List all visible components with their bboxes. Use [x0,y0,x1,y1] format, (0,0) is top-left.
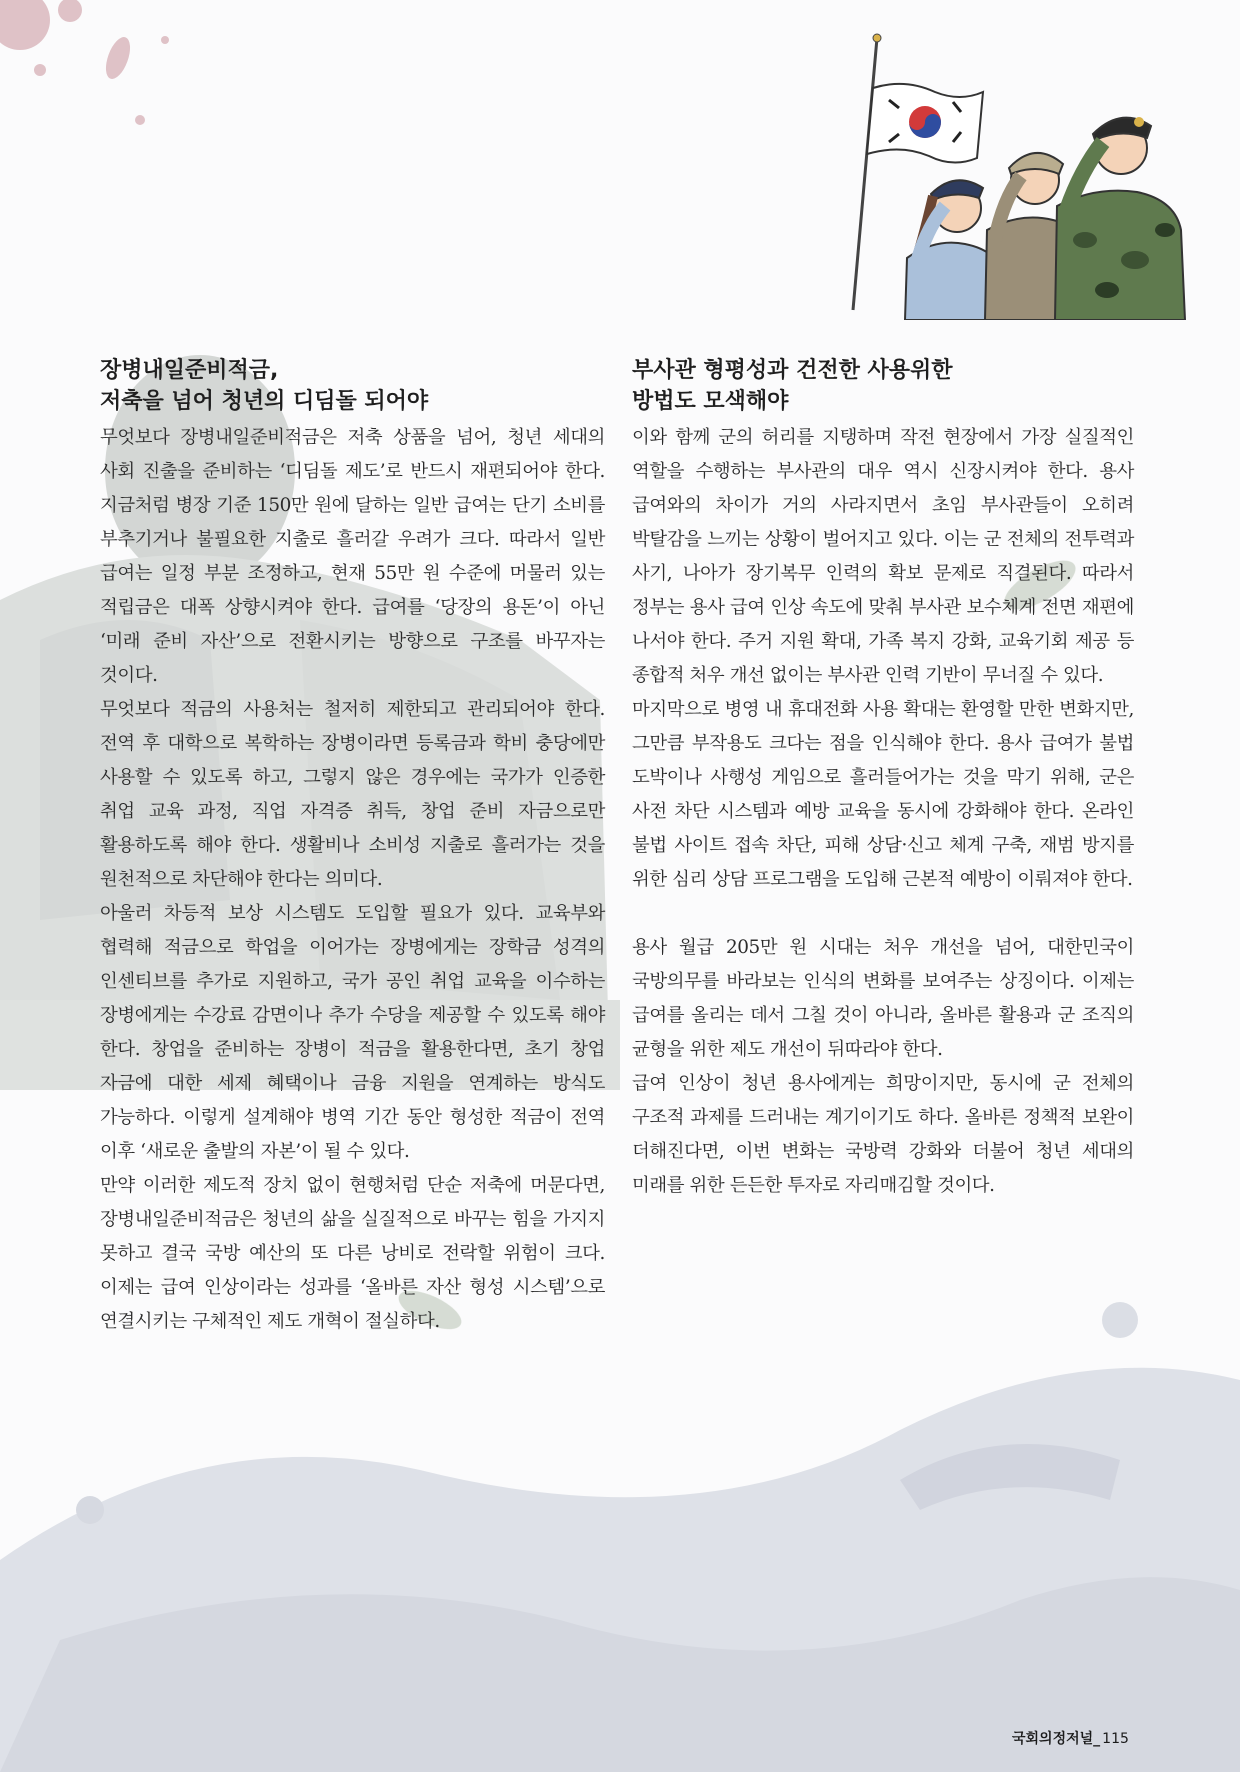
page-footer [1012,1728,1129,1748]
paragraph: 무엇보다 장병내일준비적금은 저축 상품을 넘어, 청년 세대의 사회 진출을 준비하는 ‘디딤돌 제도’로 반드시 재편되어야 한다. 지금처럼 병장 기준 150만 원에 달하는 일반 급여는 단기 소비를 부추기거나 불필요한 지출로 흘러갈 우려가 크다. 따라서 일반 급여는 일정 부분 조정하고, 현재 55만 원 수준에 머물러 있는 적립금은 대폭 상향시켜야 한다. 급여를 ‘당장의 용돈’이 아닌 ‘미래 준비 자산’으로 전환시키는 방향으로 구조를 바꾸자는 것이다. [100,427,605,686]
paragraph: 무엇보다 적금의 사용처는 철저히 제한되고 관리되어야 한다. 전역 후 대학으로 복학하는 장병이라면 등록금과 학비 충당에만 사용할 수 있도록 하고, 그렇지 않은 경우에는 국가가 인증한 취업 교육 과정, 직업 자격증 취득, 창업 준비 자금으로만 활용하도록 해야 한다. 생활비나 소비성 지출로 흘러가는 것을 원천적으로 차단해야 한다는 의미다. [100,699,605,890]
page-number: 115 [1102,1731,1129,1747]
section-heading-nco [632,355,1134,417]
left-column [100,355,605,1339]
heading-line-1: 부사관 형평성과 건전한 사용위한 [632,358,953,383]
heading-line-2: 저축을 넘어 청년의 디딤돌 되어야 [100,389,429,414]
paragraph: 용사 월급 205만 원 시대는 처우 개선을 넘어, 대한민국이 국방의무를 바라보는 인식의 변화를 보여주는 상징이다. 이제는 급여를 올리는 데서 그칠 것이 아니라, 올바른 활용과 군 조직의 균형을 위한 제도 개선이 뒤따라야 한다. [632,937,1134,1060]
paragraph: 아울러 차등적 보상 시스템도 도입할 필요가 있다. 교육부와 협력해 적금으로 학업을 이어가는 장병에게는 장학금 성격의 인센티브를 추가로 지원하고, 국가 공인 취업 교육을 이수하는 장병에게는 수강료 감면이나 추가 수당을 제공할 수 있도록 해야 한다. 창업을 준비하는 장병이 적금을 활용한다면, 초기 창업 자금에 대한 세제 혜택이나 금융 지원을 연계하는 방식도 가능하다. 이렇게 설계해야 병역 기간 동안 형성한 적금이 전역 이후 ‘새로운 출발의 자본’이 될 수 있다. [100,903,605,1162]
section-heading-savings [100,355,605,417]
paragraph: 마지막으로 병영 내 휴대전화 사용 확대는 환영할 만한 변화지만, 그만큼 부작용도 크다는 점을 인식해야 한다. 용사 급여가 불법 도박이나 사행성 게임으로 흘러들어가는 것을 막기 위해, 군은 사전 차단 시스템과 예방 교육을 동시에 강화해야 한다. 온라인 불법 사이트 접속 차단, 피해 상담·신고 체계 구축, 재범 방지를 위한 심리 상담 프로그램을 도입해 근본적 예방이 이뤄져야 한다. [632,699,1134,890]
paragraph-spacer [632,897,1134,931]
ink-splash-decoration [0,0,169,125]
heading-line-1: 장병내일준비적금, [100,358,279,383]
right-column [632,355,1134,1203]
saluting-soldiers-flag-illustration [845,30,1215,320]
paragraph: 만약 이러한 제도적 장치 없이 현행처럼 단순 저축에 머문다면, 장병내일준비적금은 청년의 삶을 실질적으로 바꾸는 힘을 가지지 못하고 결국 국방 예산의 또 다른 낭비로 전락할 위험이 크다. 이제는 급여 인상이라는 성과를 ‘올바른 자산 형성 시스템’으로 연결시키는 구체적인 제도 개혁이 절실하다. [100,1175,605,1332]
paragraph: 이와 함께 군의 허리를 지탱하며 작전 현장에서 가장 실질적인 역할을 수행하는 부사관의 대우 역시 신장시켜야 한다. 용사 급여와의 차이가 거의 사라지면서 초임 부사관들이 오히려 박탈감을 느끼는 상황이 벌어지고 있다. 이는 군 전체의 전투력과 사기, 나아가 장기복무 인력의 확보 문제로 직결된다. 따라서 정부는 용사 급여 인상 속도에 맞춰 부사관 보수체계 전면 재편에 나서야 한다. 주거 지원 확대, 가족 복지 강화, 교육기회 제공 등 종합적 처우 개선 없이는 부사관 인력 기반이 무너질 수 있다. [632,427,1134,686]
ink-wash-decoration [0,1302,1240,1772]
magazine-name: 국회의정저널_ [1012,1731,1101,1747]
soldier-camo-uniform [1055,117,1185,320]
heading-line-2: 방법도 모색해야 [632,389,789,414]
paragraph: 급여 인상이 청년 용사에게는 희망이지만, 동시에 군 전체의 구조적 과제를 드러내는 계기이기도 하다. 올바른 정책적 보완이 더해진다면, 이번 변화는 국방력 강화와 더불어 청년 세대의 미래를 위한 든든한 투자로 자리매김할 것이다. [632,1073,1134,1196]
